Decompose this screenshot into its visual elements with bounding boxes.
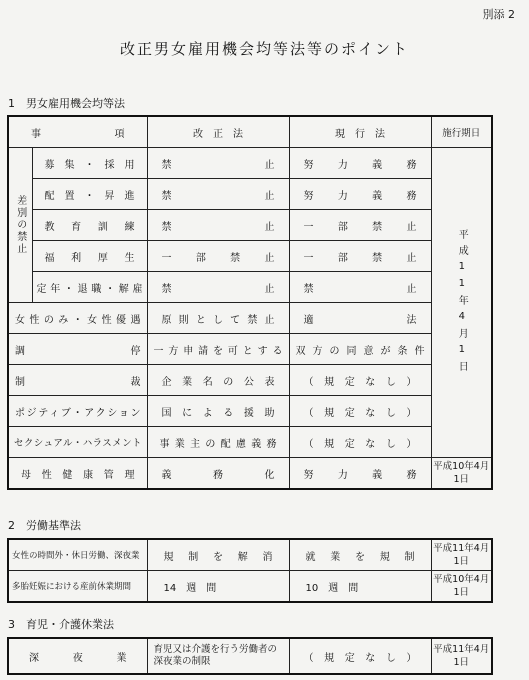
current-cell: （規定なし） [289,427,431,458]
table-header-row [8,116,492,148]
current-cell: 就業を規制 [289,539,431,571]
section-heading-1: 1 男女雇用機会均等法 [8,97,125,110]
header-effective: 施行期日 [431,116,492,148]
item-cell: 女性の時間外・休日労働、深夜業 [8,539,147,571]
current-cell: 努力義務 [289,148,431,179]
effective-date-cell: 平成10年4月1日 [431,571,492,603]
header-revised: 改 正 法 [147,116,289,148]
effective-date-main: 平成11年4月1日 [431,148,492,458]
effective-date-cell: 平成11年4月1日 [431,539,492,571]
discrimination-label: 差別の禁止 [8,148,32,303]
header-item: 事 項 [8,116,147,148]
annex-label: 別添 2 [482,8,515,21]
revised-cell: 事業主の配慮義務 [147,427,289,458]
item-cell: 募集・採用 [32,148,147,179]
revised-cell: 一部禁止 [147,241,289,272]
revised-cell: 禁 止 [147,148,289,179]
table-row [8,539,492,571]
table-row [8,334,492,365]
table-row [8,303,492,334]
item-cell: 調 停 [8,334,147,365]
revised-cell: 企業名の公表 [147,365,289,396]
item-cell: 配置・昇進 [32,179,147,210]
item-cell: ポジティブ・アクション [8,396,147,427]
table-row [8,272,492,303]
current-cell: （規定なし） [289,638,431,674]
page-title: 改正男女雇用機会均等法等のポイント [119,40,409,58]
effective-date-cell: 平成10年4月1日 [431,458,492,490]
equal-employment-table [7,115,493,490]
item-cell: 定年・退職・解雇 [32,272,147,303]
table-row [8,148,492,179]
item-cell: 母性健康管理 [8,458,147,490]
item-cell: 女性のみ・女性優遇 [8,303,147,334]
current-cell: 一部禁止 [289,210,431,241]
revised-cell: 14 週 間 [147,571,289,603]
table-row [8,427,492,458]
header-current: 現 行 法 [289,116,431,148]
current-cell: （規定なし） [289,365,431,396]
childcare-leave-table [7,637,493,675]
revised-cell: 禁 止 [147,210,289,241]
current-cell: 双方の同意が条件 [289,334,431,365]
item-cell: 教育訓練 [32,210,147,241]
section-heading-3: 3 育児・介護休業法 [8,618,114,631]
revised-cell: 義務化 [147,458,289,490]
table-row [8,365,492,396]
item-cell: 福利厚生 [32,241,147,272]
effective-date-cell: 平成11年4月1日 [431,638,492,674]
current-cell: 10 週 間 [289,571,431,603]
current-cell: （規定なし） [289,396,431,427]
current-cell: 禁 止 [289,272,431,303]
revised-cell: 規制を解消 [147,539,289,571]
revised-cell: 国による援助 [147,396,289,427]
labor-standards-table [7,538,493,603]
current-cell: 努力義務 [289,179,431,210]
revised-cell: 禁 止 [147,179,289,210]
section-heading-2: 2 労働基準法 [8,519,81,532]
table-row [8,571,492,603]
item-cell: 多胎妊娠における産前休業期間 [8,571,147,603]
table-row [8,638,492,674]
revised-cell: 禁 止 [147,272,289,303]
table-row [8,179,492,210]
revised-cell: 一方申請を可とする [147,334,289,365]
table-row [8,458,492,490]
table-row [8,210,492,241]
current-cell: 適 法 [289,303,431,334]
table-row [8,241,492,272]
current-cell: 努力義務 [289,458,431,490]
revised-cell: 原則として禁止 [147,303,289,334]
item-cell: 深 夜 業 [8,638,147,674]
item-cell: 制 裁 [8,365,147,396]
current-cell: 一部禁止 [289,241,431,272]
table-row [8,396,492,427]
item-cell: セクシュアル・ハラスメント [8,427,147,458]
revised-cell: 育児又は介護を行う労働者の深夜業の制限 [147,638,289,674]
